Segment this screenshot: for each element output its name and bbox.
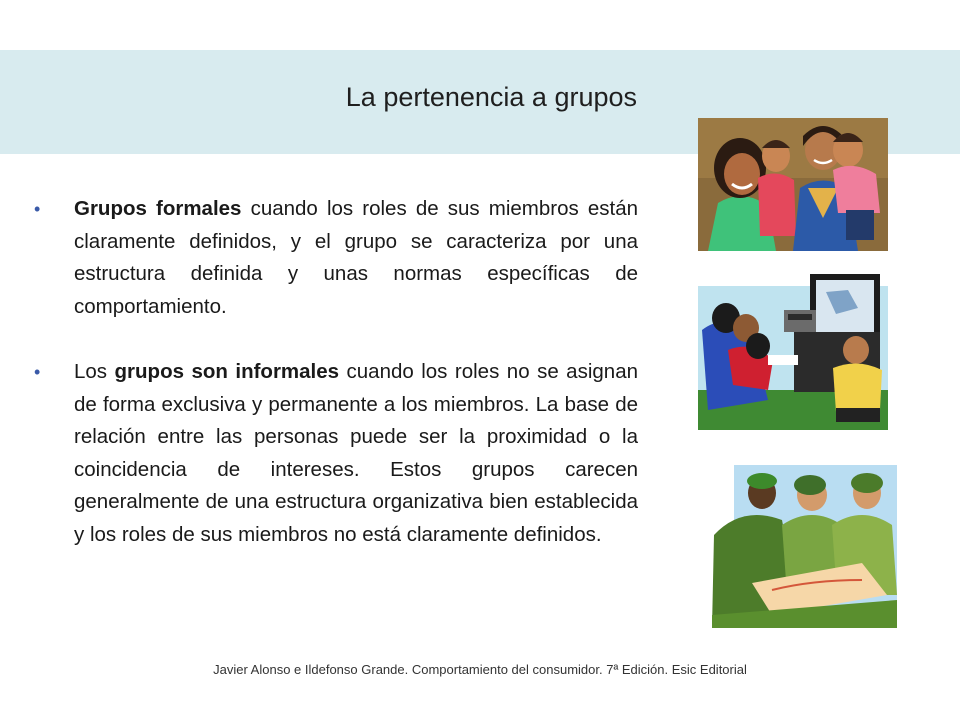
tv-watching-clipart [698,270,888,430]
bullet-dot-icon: • [34,362,41,382]
bullet-bold-term: Grupos formales [74,197,242,220]
bullet-item-formal [30,193,638,323]
slide-title: La pertenencia a grupos [345,82,637,112]
bullet-list [30,193,638,584]
bullet-lead: Los [74,360,115,383]
bullet-text: cuando los roles no se asignan de forma exclusiva y permanente a los miembros. La base de relación entre las personas puede ser la proximidad o la coincidencia de intereses. Estos grupos carecen generalmente de una estructura organizativa bien establecida y los roles de sus miembros no está claramente definidos. [74,360,638,546]
soldiers-map-clipart [712,465,897,628]
bullet-text: cuando los roles de sus miembros están claramente definidos, y el grupo se caracteriza por una estructura definida y unas normas específicas de comportamiento. [74,197,638,318]
bullet-bold-term: grupos son informales [114,360,340,383]
bullet-dot-icon: • [34,199,41,219]
citation-footer: Javier Alonso e Ildefonso Grande. Comportamiento del consumidor. 7ª Edición. Esic Editorial [213,662,747,677]
bullet-item-informal [30,356,638,551]
family-clipart [698,118,888,251]
